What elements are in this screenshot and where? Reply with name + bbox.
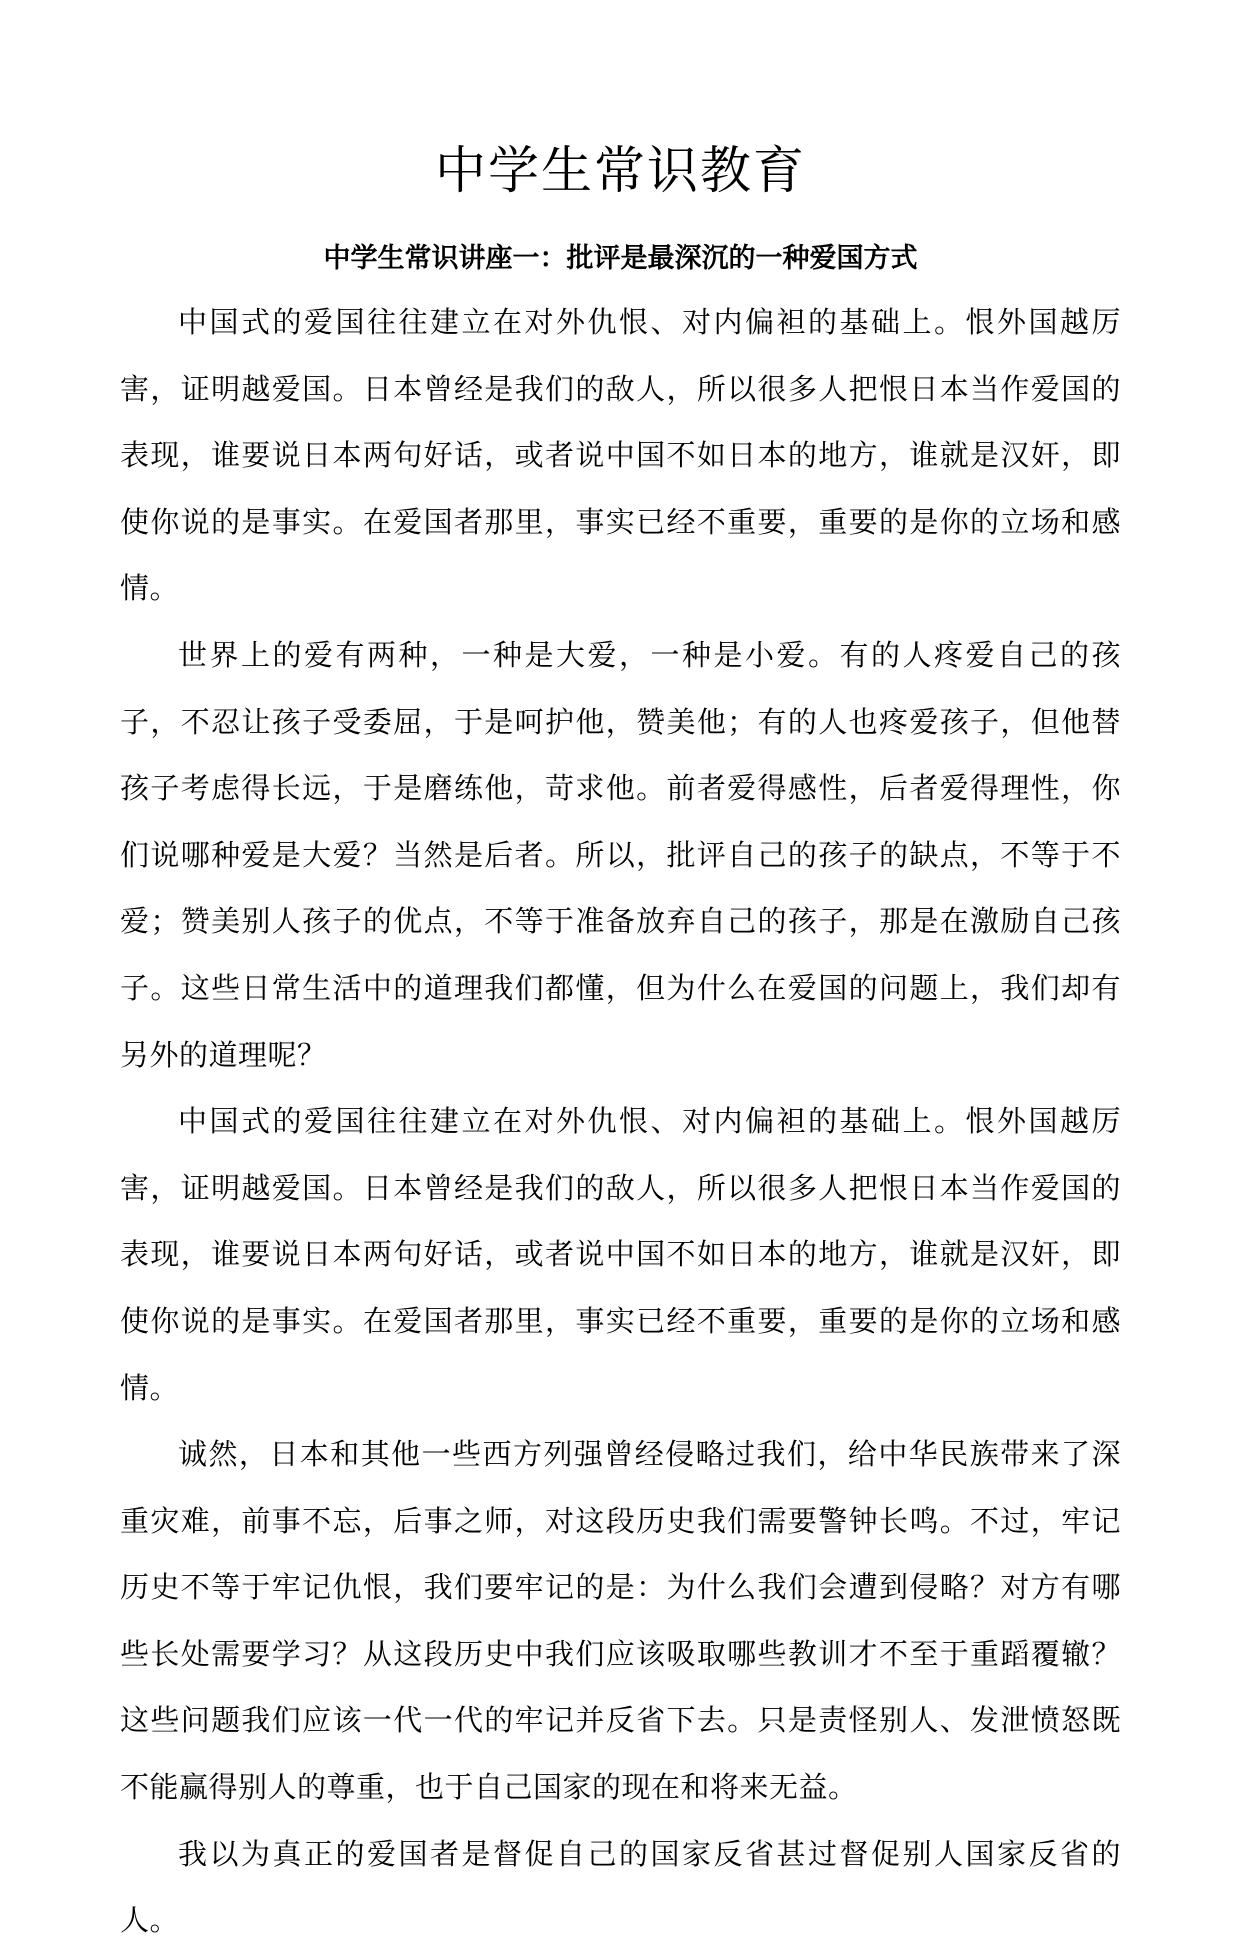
paragraph-2: 世界上的爱有两种，一种是大爱，一种是小爱。有的人疼爱自己的孩子，不忍让孩子受委屈，于是呵护他，赞美他；有的人也疼爱孩子，但他替孩子考虑得长远，于是磨练他，苛求他。前者爱得感性，后者爱得理性，你们说哪种爱是大爱？当然是后者。所以，批评自己的孩子的缺点，不等于不爱；赞美别人孩子的优点，不等于准备放弃自己的孩子，那是在激励自己孩子。这些日常生活中的道理我们都懂，但为什么在爱国的问题上，我们却有另外的道理呢？ bbox=[120, 637, 1121, 1072]
paragraph-4: 诚然，日本和其他一些西方列强曾经侵略过我们，给中华民族带来了深重灾难，前事不忘，后事之师，对这段历史我们需要警钟长鸣。不过，牢记历史不等于牢记仇恨，我们要牢记的是：为什么我们会遭到侵略？对方有哪些长处需要学习？从这段历史中我们应该吸取哪些教训才不至于重蹈覆辙？这些问题我们应该一代一代的牢记并反省下去。只是责怪别人、发泄愤怒既不能赢得别人的尊重，也于自己国家的现在和将来无益。 bbox=[120, 1437, 1121, 1805]
document-title: 中学生常识教育 bbox=[434, 142, 806, 201]
article-body bbox=[120, 289, 1121, 1954]
paragraph-5: 我以为真正的爱国者是督促自己的国家反省甚过督促别人国家反省的人。 bbox=[120, 1836, 1121, 1938]
lecture-subtitle: 中学生常识讲座一：批评是最深沉的一种爱国方式 bbox=[323, 243, 918, 274]
paragraph-3: 中国式的爱国往往建立在对外仇恨、对内偏袒的基础上。恨外国越厉害，证明越爱国。日本曾经是我们的敌人，所以很多人把恨日本当作爱国的表现，谁要说日本两句好话，或者说中国不如日本的地方，谁就是汉奸，即使你说的是事实。在爱国者那里，事实已经不重要，重要的是你的立场和感情。 bbox=[120, 1104, 1121, 1405]
paragraph-1: 中国式的爱国往往建立在对外仇恨、对内偏袒的基础上。恨外国越厉害，证明越爱国。日本曾经是我们的敌人，所以很多人把恨日本当作爱国的表现，谁要说日本两句好话，或者说中国不如日本的地方，谁就是汉奸，即使你说的是事实。在爱国者那里，事实已经不重要，重要的是你的立场和感情。 bbox=[120, 305, 1121, 606]
